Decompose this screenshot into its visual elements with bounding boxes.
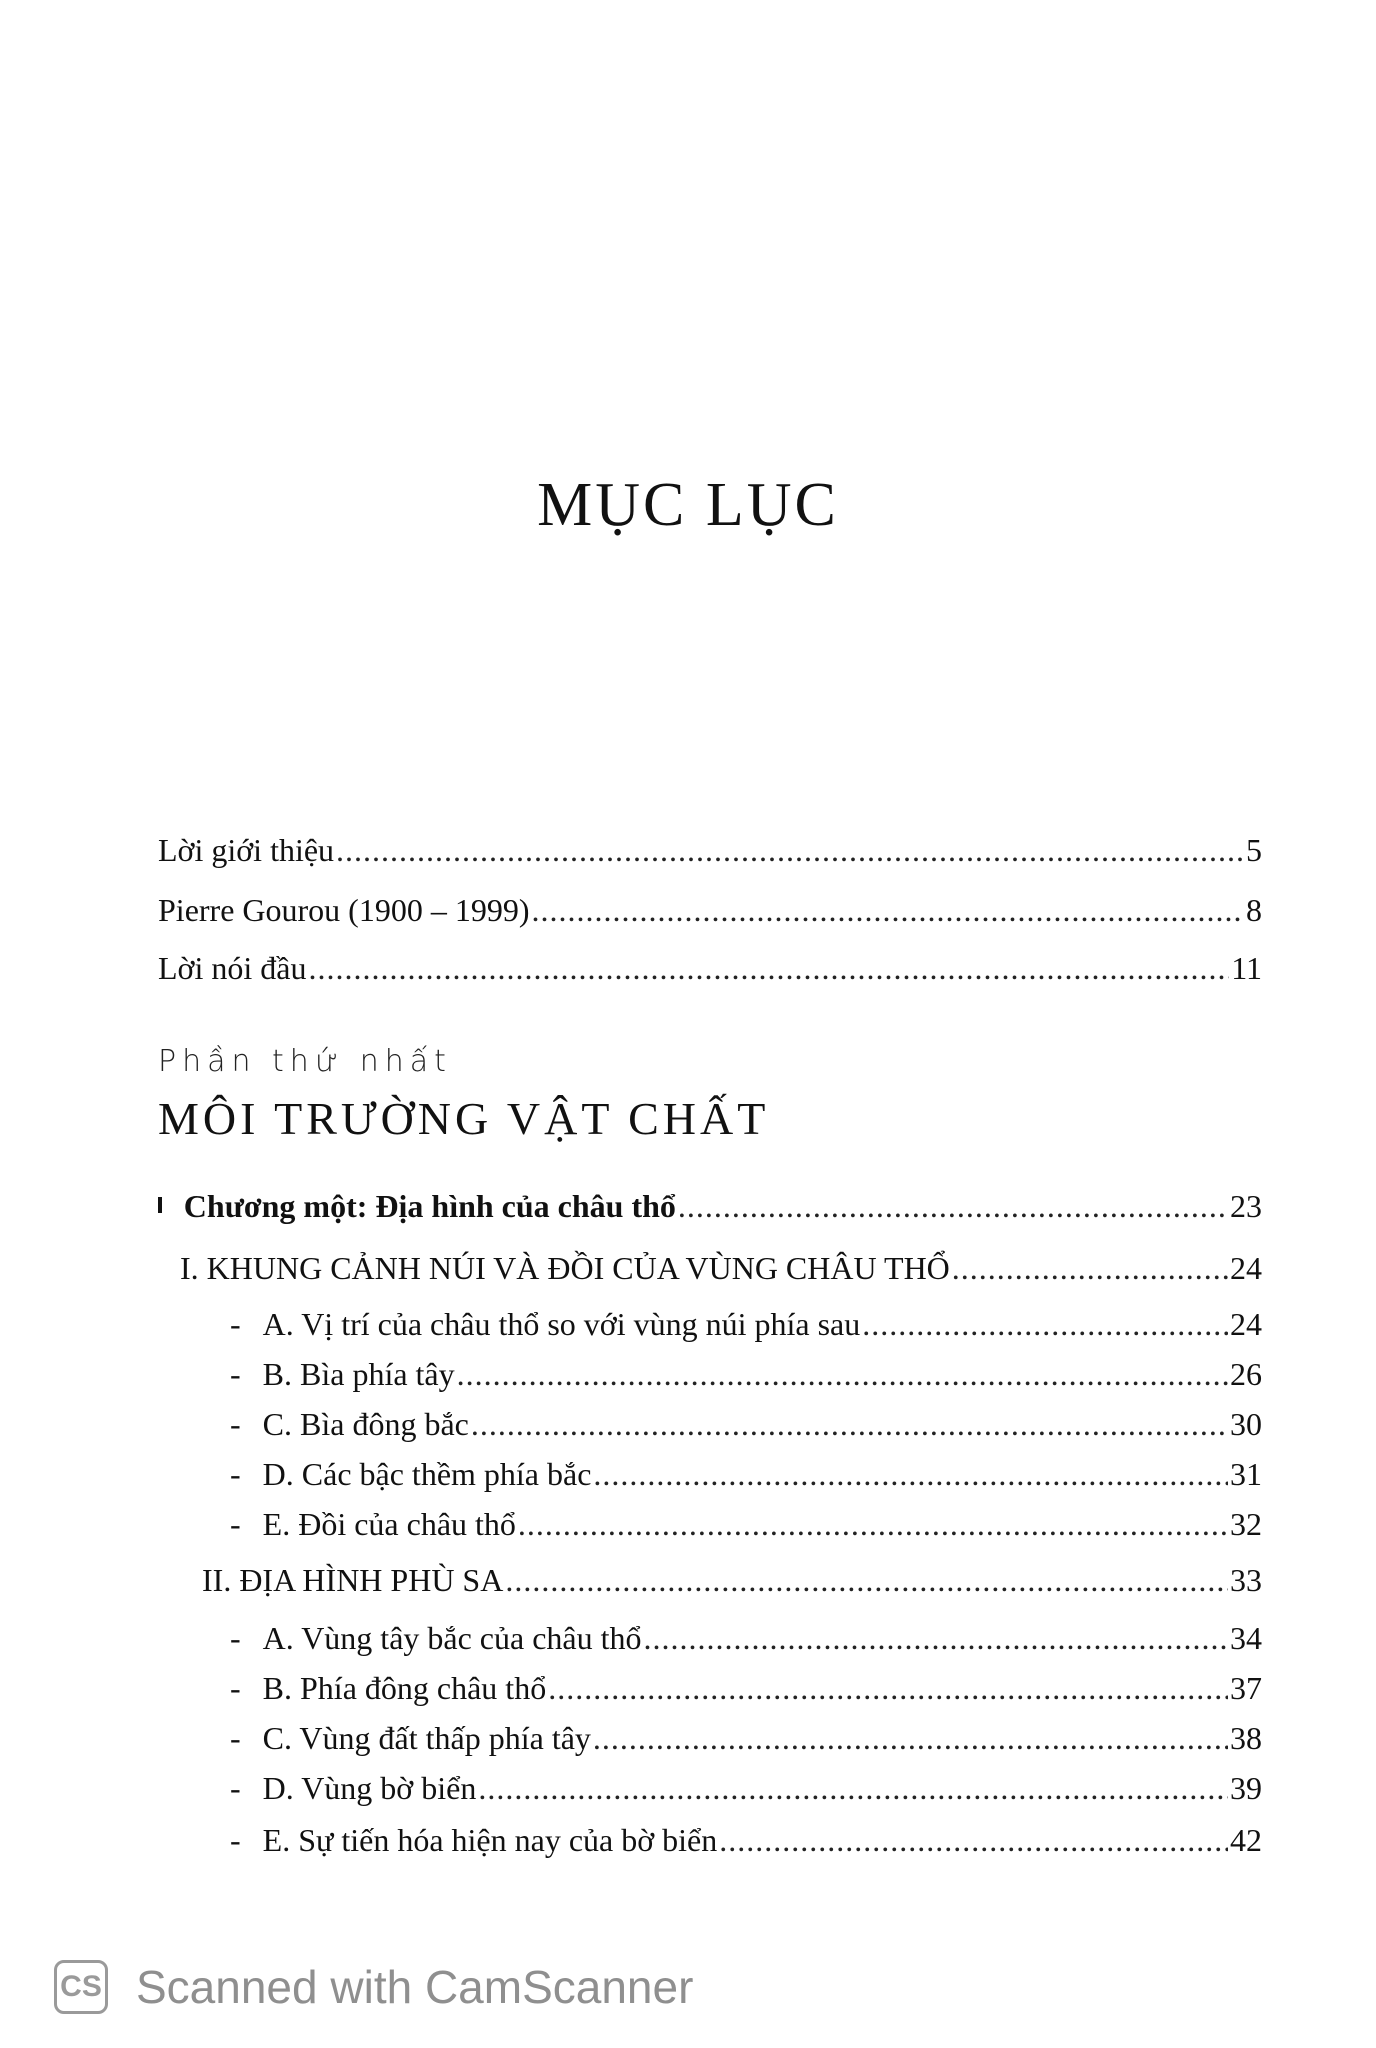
toc-subentry[interactable] — [230, 1304, 1262, 1344]
square-bullet-icon — [158, 1197, 162, 1213]
part-subtitle: Phần thứ nhất — [158, 1044, 452, 1079]
toc-entry[interactable] — [158, 830, 1262, 870]
dash-marker: - — [230, 1306, 241, 1342]
toc-entry-label: D. Vùng bờ biển — [262, 1770, 477, 1806]
toc-entry-label: Lời giới thiệu — [158, 832, 335, 868]
toc-entry-label: C. Bìa đông bắc — [262, 1406, 469, 1442]
dot-leader — [593, 1718, 1228, 1758]
part-title: MÔI TRƯỜNG VẬT CHẤT — [158, 1093, 770, 1144]
toc-entry-label: E. Sự tiến hóa hiện nay của bờ biển — [262, 1822, 718, 1858]
dash-marker: - — [230, 1620, 241, 1656]
toc-subentry[interactable] — [230, 1820, 1262, 1860]
toc-entry-label: A. Vùng tây bắc của châu thổ — [262, 1620, 642, 1656]
toc-subentry[interactable] — [230, 1504, 1262, 1544]
dot-leader — [336, 830, 1244, 870]
dot-leader — [719, 1820, 1228, 1860]
toc-subentry[interactable] — [230, 1454, 1262, 1494]
toc-entry-page: 31 — [1230, 1456, 1262, 1492]
toc-entry-page: 8 — [1246, 892, 1262, 928]
dot-leader — [678, 1186, 1228, 1226]
dash-marker: - — [230, 1456, 241, 1492]
toc-subentry[interactable] — [230, 1354, 1262, 1394]
camscanner-watermark — [54, 1960, 693, 2014]
page-title: MỤC LỤC — [537, 471, 839, 539]
toc-entry-label: II. ĐỊA HÌNH PHÙ SA — [202, 1562, 504, 1598]
toc-entry-label: Lời nói đầu — [158, 950, 307, 986]
toc-subentry[interactable] — [230, 1618, 1262, 1658]
dot-leader — [505, 1560, 1228, 1600]
toc-entry-page: 33 — [1230, 1562, 1262, 1598]
dot-leader — [952, 1248, 1228, 1288]
toc-entry-page: 34 — [1230, 1620, 1262, 1656]
dot-leader — [308, 948, 1229, 988]
toc-entry-page: 30 — [1230, 1406, 1262, 1442]
dot-leader — [548, 1668, 1228, 1708]
dash-marker: - — [230, 1822, 241, 1858]
toc-section-entry[interactable] — [180, 1248, 1262, 1288]
dash-marker: - — [230, 1506, 241, 1542]
dot-leader — [478, 1768, 1228, 1808]
toc-subentry[interactable] — [230, 1668, 1262, 1708]
toc-entry-page: 39 — [1230, 1770, 1262, 1806]
toc-entry-page: 24 — [1230, 1306, 1262, 1342]
toc-entry-page: 24 — [1230, 1250, 1262, 1286]
toc-entry-page: 11 — [1231, 950, 1262, 986]
toc-entry-page: 38 — [1230, 1720, 1262, 1756]
toc-subentry[interactable] — [230, 1404, 1262, 1444]
camscanner-logo-icon: CS — [54, 1960, 108, 2014]
toc-entry-label: I. KHUNG CẢNH NÚI VÀ ĐỒI CỦA VÙNG CHÂU THỔ — [180, 1250, 950, 1286]
watermark-text: Scanned with CamScanner — [136, 1961, 694, 2013]
toc-entry-label: B. Bìa phía tây — [262, 1356, 455, 1392]
dot-leader — [862, 1304, 1228, 1344]
toc-entry-page: 23 — [1230, 1188, 1262, 1224]
toc-entry-page: 26 — [1230, 1356, 1262, 1392]
dot-leader — [644, 1618, 1229, 1658]
toc-entry[interactable] — [158, 890, 1262, 930]
toc-entry-label: E. Đồi của châu thổ — [262, 1506, 516, 1542]
toc-entry-label: D. Các bậc thềm phía bắc — [262, 1456, 592, 1492]
dash-marker: - — [230, 1356, 241, 1392]
toc-subentry[interactable] — [230, 1718, 1262, 1758]
dot-leader — [457, 1354, 1228, 1394]
toc-section-entry[interactable] — [202, 1560, 1262, 1600]
toc-entry[interactable] — [158, 948, 1262, 988]
dash-marker: - — [230, 1770, 241, 1806]
toc-chapter-entry[interactable] — [158, 1186, 1262, 1226]
toc-entry-page: 32 — [1230, 1506, 1262, 1542]
dot-leader — [531, 890, 1244, 930]
toc-entry-label: Chương một: Địa hình của châu thổ — [183, 1188, 676, 1224]
dash-marker: - — [230, 1670, 241, 1706]
toc-entry-page: 5 — [1246, 832, 1262, 868]
dot-leader — [518, 1504, 1228, 1544]
dash-marker: - — [230, 1406, 241, 1442]
toc-entry-label: B. Phía đông châu thổ — [262, 1670, 547, 1706]
toc-entry-label: C. Vùng đất thấp phía tây — [262, 1720, 591, 1756]
toc-entry-page: 37 — [1230, 1670, 1262, 1706]
toc-entry-label: A. Vị trí của châu thổ so với vùng núi phía sau — [262, 1306, 861, 1342]
toc-subentry[interactable] — [230, 1768, 1262, 1808]
dot-leader — [593, 1454, 1228, 1494]
dash-marker: - — [230, 1720, 241, 1756]
toc-entry-label: Pierre Gourou (1900 – 1999) — [158, 892, 530, 928]
dot-leader — [471, 1404, 1228, 1444]
toc-entry-page: 42 — [1230, 1822, 1262, 1858]
